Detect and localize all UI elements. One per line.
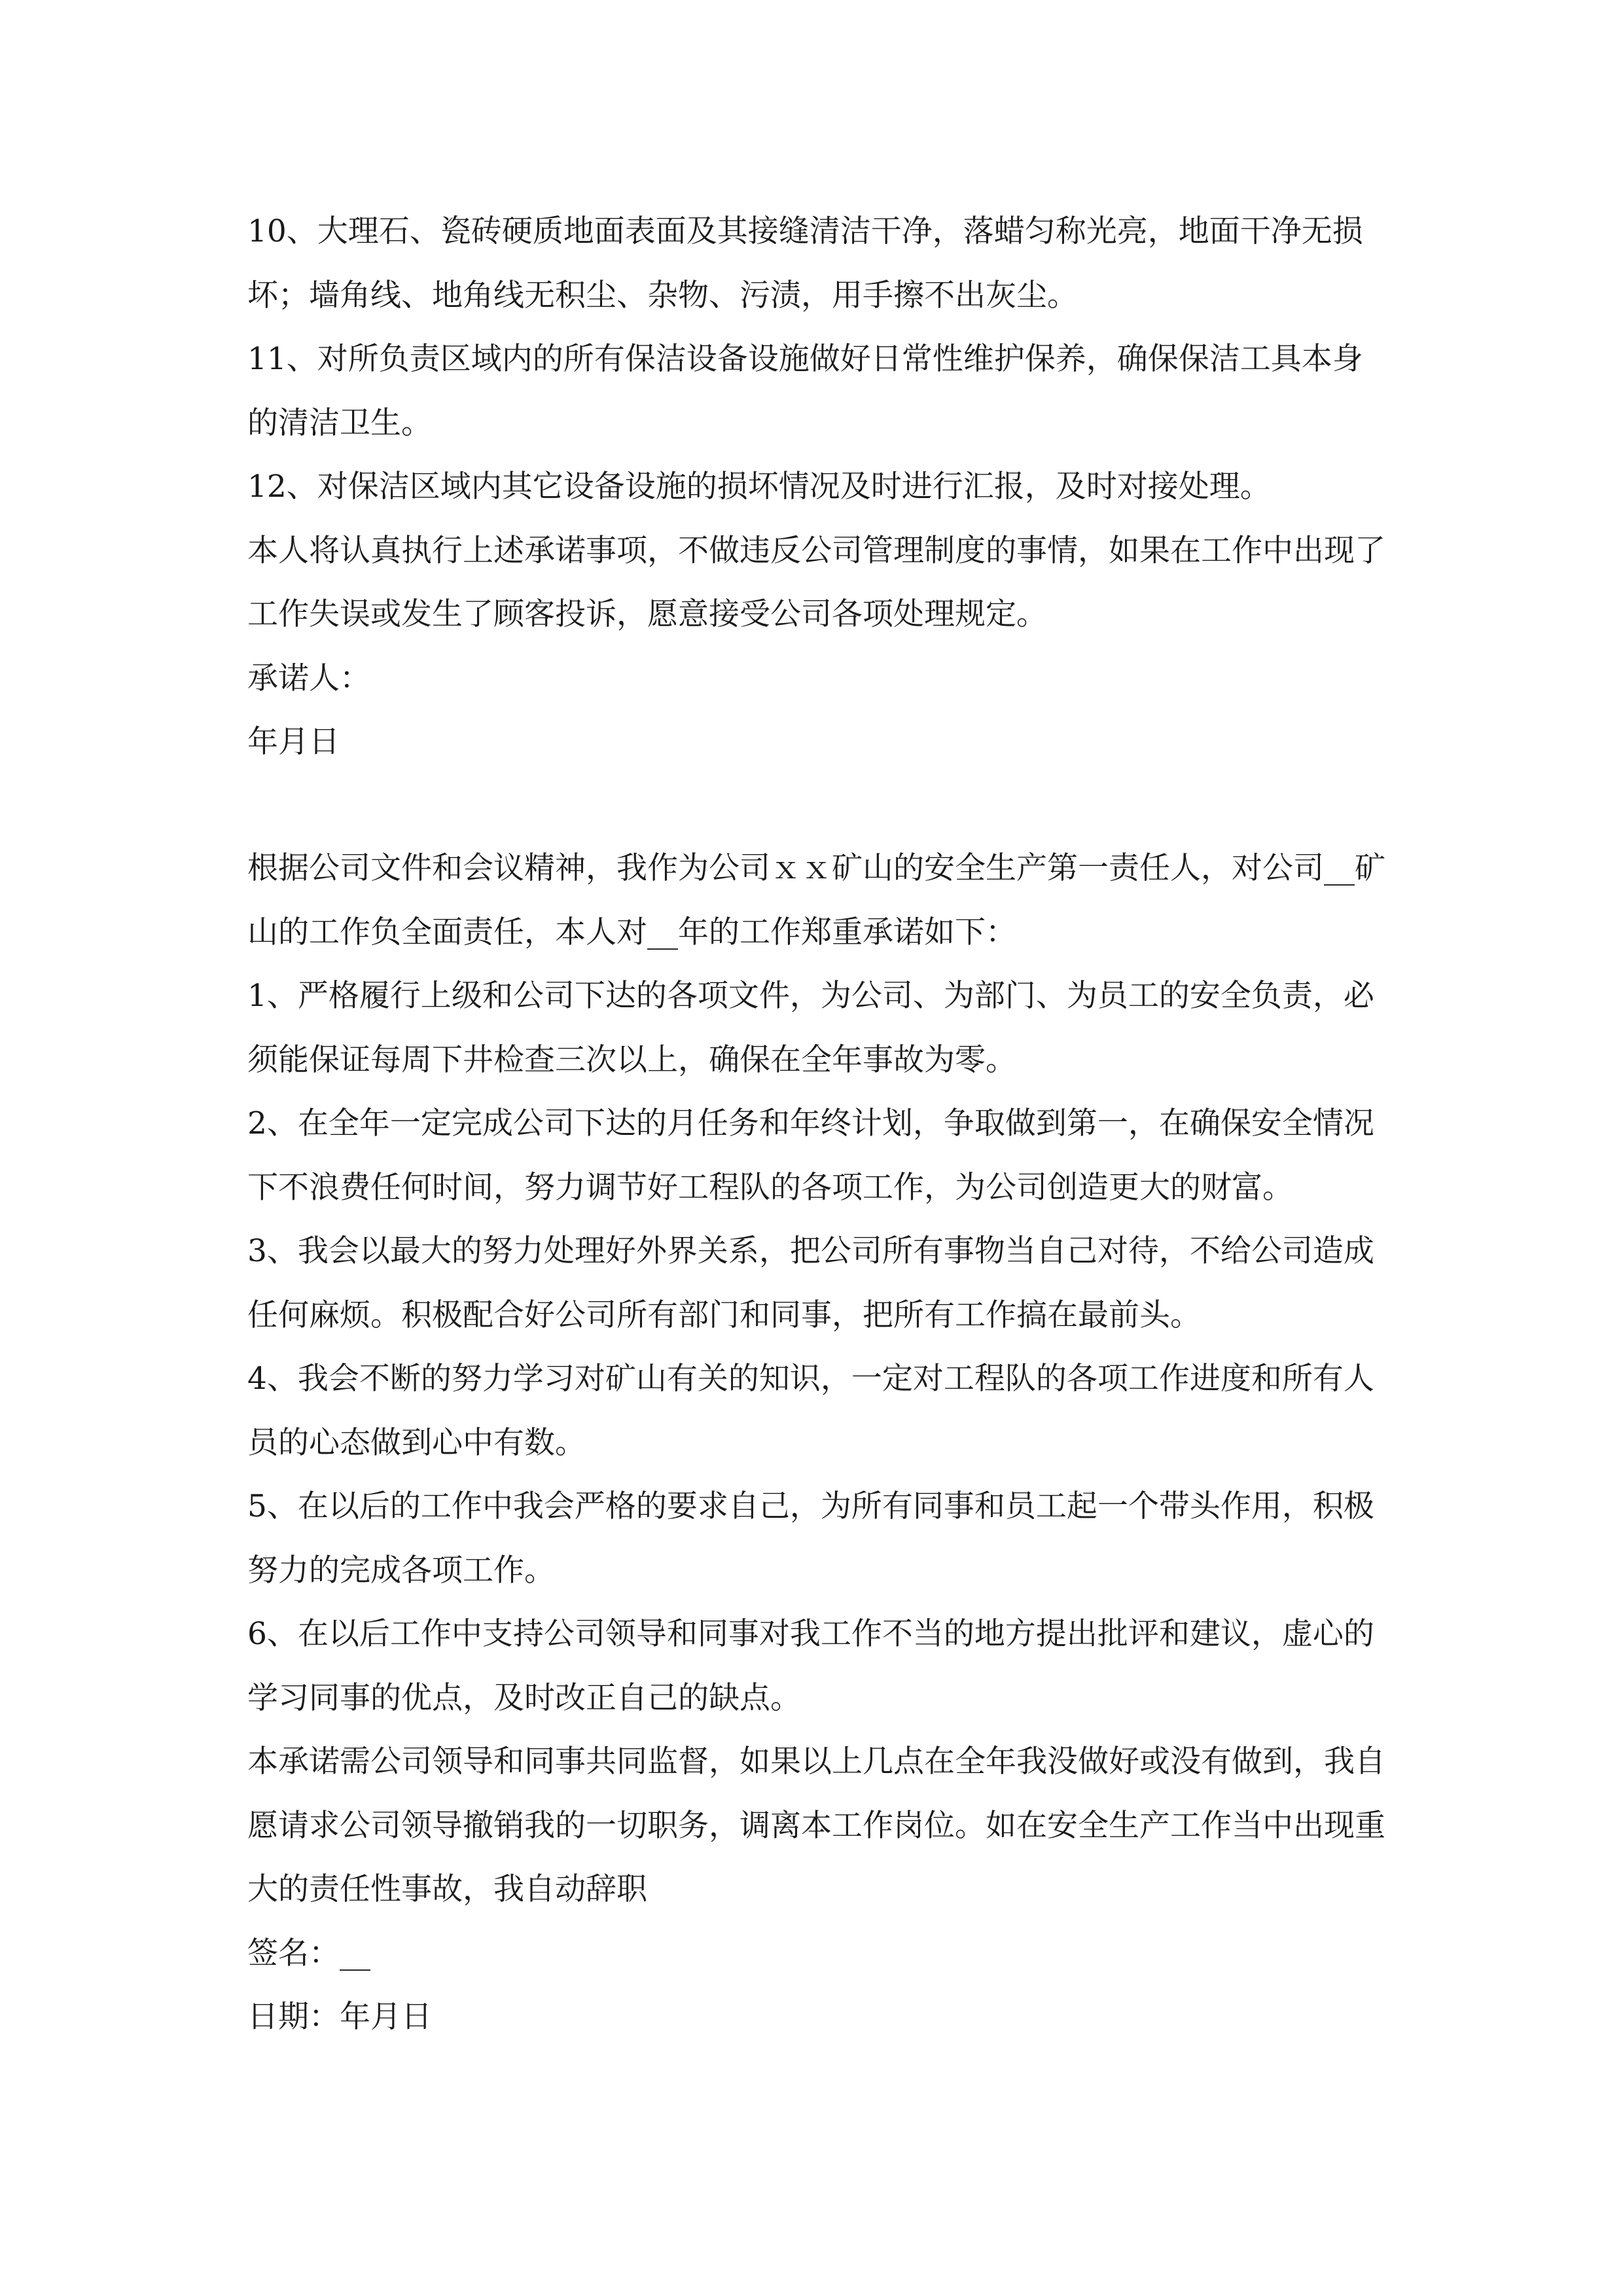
signature-line: 签名：__ <box>247 1935 370 1971</box>
clause-2: 2、在全年一定完成公司下达的月任务和年终计划，争取做到第一，在确保安全情况下不浪费任何时间，努力调节好工程队的各项工作，为公司创造更大的财富。 <box>247 1105 1374 1206</box>
cleaning-commitment-section <box>247 200 1386 774</box>
commitment-statement: 本人将认真执行上述承诺事项，不做违反公司管理制度的事情，如果在工作中出现了工作失误或发生了顾客投诉，愿意接受公司各项处理规定。 <box>247 532 1385 632</box>
clause-6: 6、在以后工作中支持公司领导和同事对我工作不当的地方提出批评和建议，虚心的学习同事的优点，及时改正自己的缺点。 <box>247 1616 1374 1716</box>
clause-10: 10、大理石、瓷砖硬质地面表面及其接缝清洁干净，落蜡匀称光亮，地面干净无损坏；墙角线、地角线无积尘、杂物、污渍，用手擦不出灰尘。 <box>247 213 1363 314</box>
clause-3: 3、我会以最大的努力处理好外界关系，把公司所有事物当自己对待，不给公司造成任何麻烦。积极配合好公司所有部门和同事，把所有工作搞在最前头。 <box>247 1233 1374 1333</box>
date-line: 日期：年月日 <box>247 1999 432 2035</box>
clause-11: 11、对所负责区域内的所有保洁设备设施做好日常性维护保养，确保保洁工具本身的清洁卫生。 <box>247 341 1363 441</box>
intro-paragraph: 根据公司文件和会议精神，我作为公司ｘｘ矿山的安全生产第一责任人，对公司__矿山的工作负全面责任，本人对__年的工作郑重承诺如下： <box>247 850 1385 950</box>
clause-4: 4、我会不断的努力学习对矿山有关的知识，一定对工程队的各项工作进度和所有人员的心态做到心中有数。 <box>247 1361 1374 1461</box>
clause-1: 1、严格履行上级和公司下达的各项文件，为公司、为部门、为员工的安全负责，必须能保证每周下井检查三次以上，确保在全年事故为零。 <box>247 978 1374 1078</box>
date-line: 年月日 <box>247 724 340 760</box>
mine-safety-commitment-section <box>247 836 1386 2049</box>
clause-5: 5、在以后的工作中我会严格的要求自己，为所有同事和员工起一个带头作用，积极努力的完成各项工作。 <box>247 1488 1374 1588</box>
supervision-statement: 本承诺需公司领导和同事共同监督，如果以上几点在全年我没做好或没有做到，我自愿请求公司领导撤销我的一切职务，调离本工作岗位。如在安全生产工作当中出现重大的责任性事故，我自动辞职 <box>247 1744 1385 1907</box>
committer-label: 承诺人： <box>247 660 370 696</box>
clause-12: 12、对保洁区域内其它设备设施的损坏情况及时进行汇报，及时对接处理。 <box>247 469 1271 505</box>
